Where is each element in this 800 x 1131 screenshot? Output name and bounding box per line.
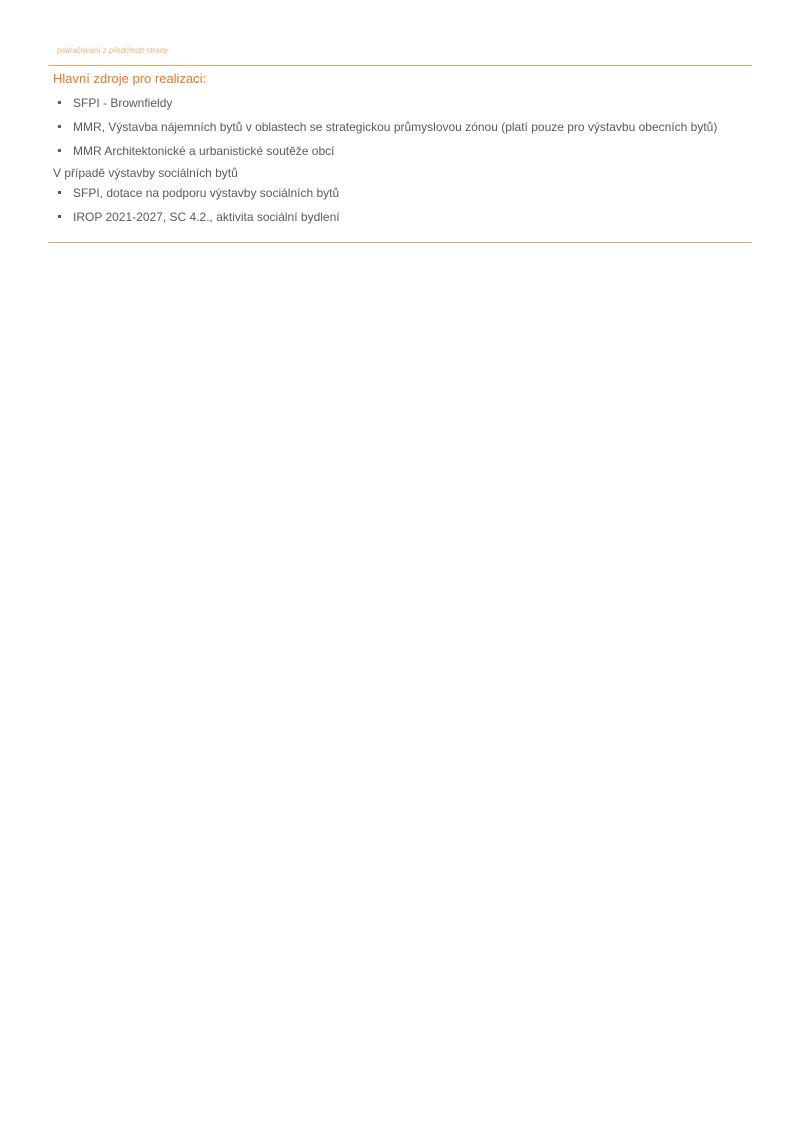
square-bullet-icon: [58, 191, 61, 194]
list-item-text: IROP 2021-2027, SC 4.2., aktivita sociální bydlení: [73, 210, 340, 224]
list-item: [53, 185, 753, 201]
social-housing-sources-list: [53, 185, 753, 225]
list-item: [53, 95, 753, 111]
main-sources-heading: Hlavní zdroje pro realizaci:: [53, 71, 207, 86]
bottom-divider: [48, 242, 752, 243]
continued-from-previous-page-note: pokračování z předchozí strany: [57, 46, 169, 55]
main-sources-list: [53, 95, 753, 159]
list-item: [53, 143, 753, 159]
square-bullet-icon: [58, 149, 61, 152]
list-item: [53, 119, 753, 135]
top-divider: [48, 65, 752, 66]
square-bullet-icon: [58, 101, 61, 104]
square-bullet-icon: [58, 215, 61, 218]
list-item-text: MMR Architektonické a urbanistické soutěže obcí: [73, 144, 335, 158]
social-housing-subheading: V případě výstavby sociálních bytů: [53, 166, 238, 180]
list-item-text: SFPI - Brownfieldy: [73, 96, 173, 110]
list-item: [53, 209, 753, 225]
list-item-text: MMR, Výstavba nájemních bytů v oblastech se strategickou průmyslovou zónou (platí pouze pro výstavbu obecních bytů): [73, 120, 718, 134]
square-bullet-icon: [58, 125, 61, 128]
funding-sources-section: [53, 70, 753, 233]
list-item-text: SFPI, dotace na podporu výstavby sociálních bytů: [73, 186, 340, 200]
